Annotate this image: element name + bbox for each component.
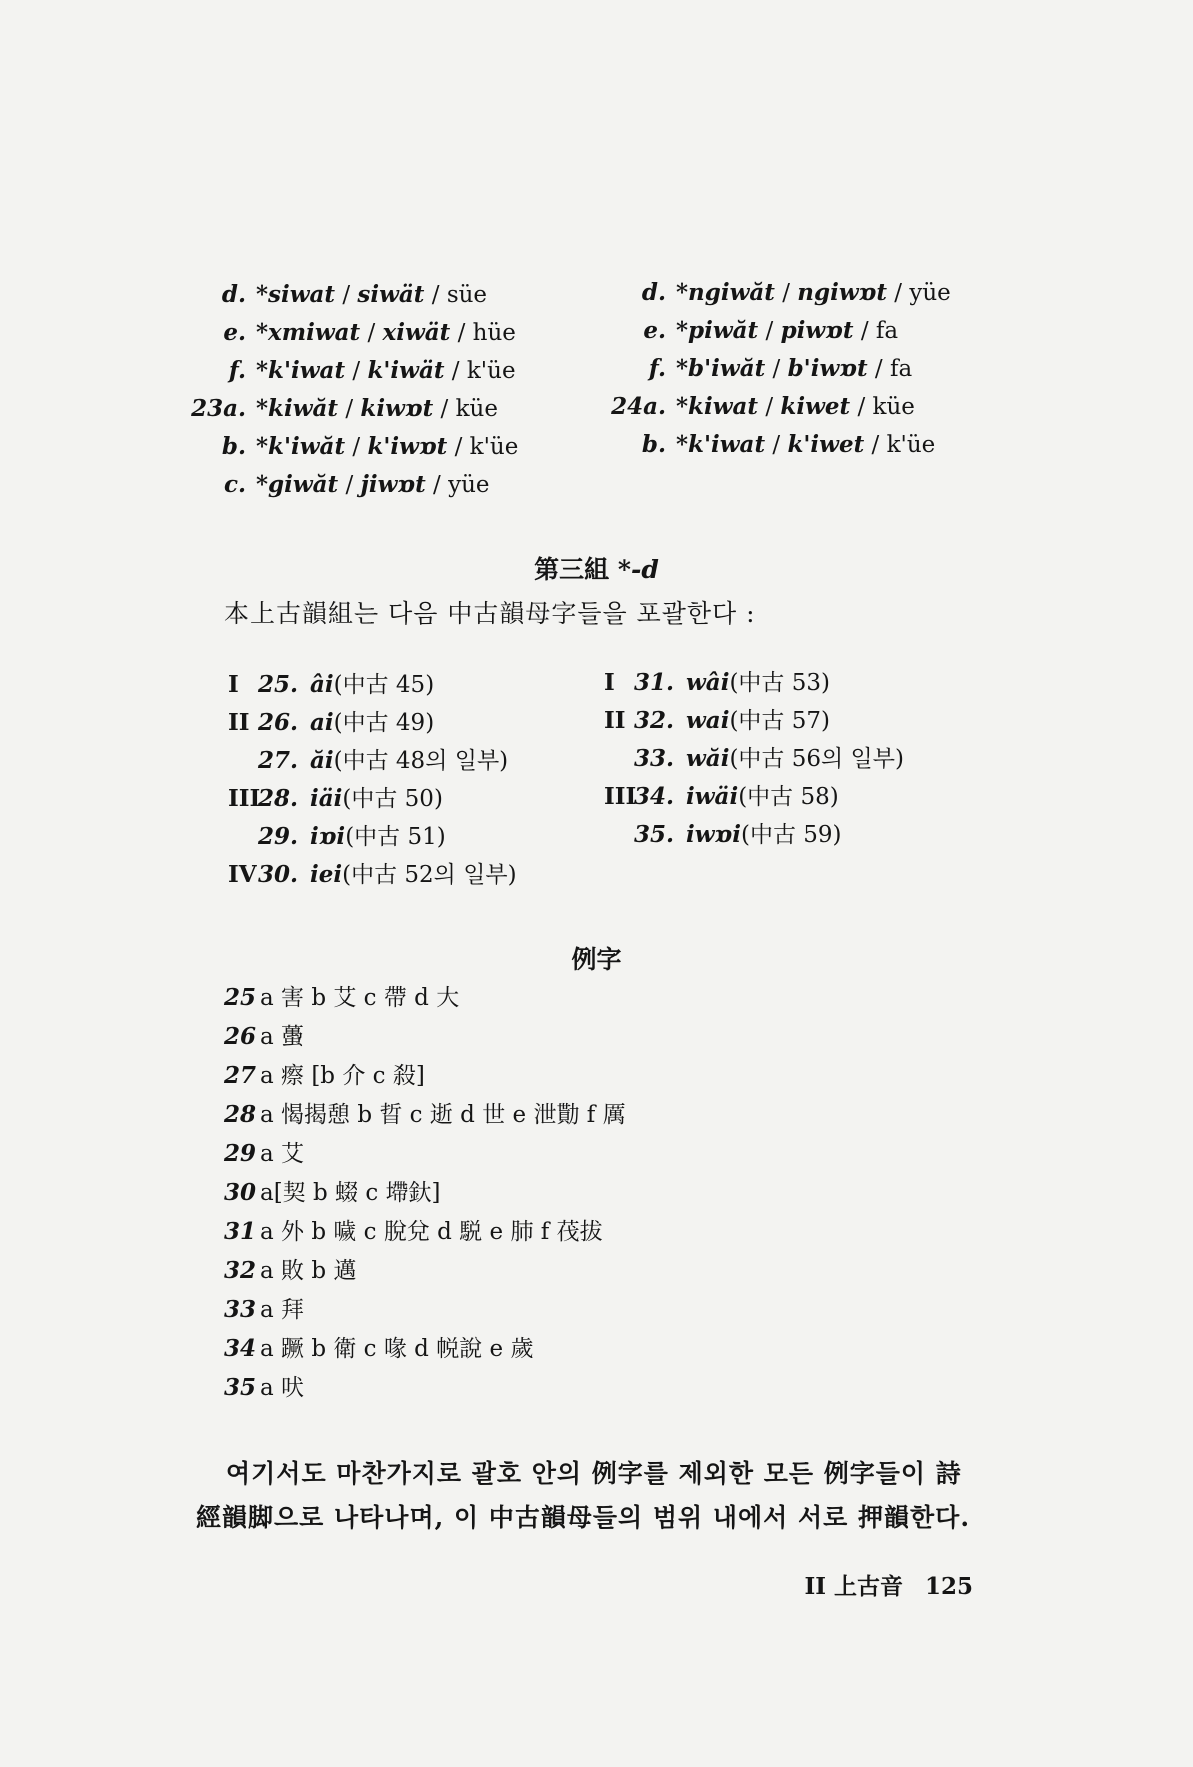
example-chars: a 愒揭憩 b 晢 c 逝 d 世 e 泄勩 f 厲	[260, 1102, 626, 1128]
class-number: 32.	[634, 707, 675, 734]
class-number: 34.	[634, 783, 675, 810]
ancient-form: k'iwet	[787, 431, 865, 458]
rhyme-class-row	[604, 706, 830, 736]
class-number: 27.	[258, 747, 299, 774]
archaic-form: *kiwat	[676, 393, 759, 420]
class-note: (中古 51)	[345, 824, 446, 850]
example-row	[224, 1178, 441, 1208]
example-number: 32	[224, 1257, 257, 1284]
division-numeral: III	[604, 783, 637, 810]
example-row	[224, 1061, 425, 1091]
reconstruction-row: e. *xmiwat / xiwät / hüe	[190, 318, 516, 348]
example-number: 28	[224, 1101, 257, 1128]
archaic-form: *giwăt	[256, 471, 339, 498]
ancient-form: k'iwät	[367, 357, 445, 384]
row-label: 24a.	[611, 393, 666, 420]
modern-reading: küe	[872, 394, 915, 420]
example-chars: a 敗 b 邁	[260, 1258, 357, 1284]
example-row	[224, 1373, 304, 1403]
class-number: 29.	[258, 823, 299, 850]
row-label: d.	[221, 281, 246, 308]
example-chars: a 吠	[260, 1375, 305, 1401]
example-chars: a[契 b 蝃 c 墆釱]	[260, 1180, 441, 1206]
modern-reading: yüe	[909, 280, 951, 306]
ancient-form: siwät	[357, 281, 425, 308]
class-note: (中古 57)	[729, 708, 830, 734]
running-head: II 上古音	[804, 1573, 903, 1600]
example-chars: a 外 b 噦 c 脫兌 d 駾 e 肺 f 茷拔	[260, 1219, 603, 1245]
ancient-form: b'iwɒt	[787, 355, 868, 382]
class-final: iei	[310, 861, 343, 888]
example-number: 27	[224, 1062, 257, 1089]
example-number: 31	[224, 1218, 257, 1245]
section-intro: 本上古韻組는 다음 中古韻母字들을 포괄한다 :	[224, 599, 756, 628]
example-chars: a 蠆	[260, 1024, 305, 1050]
reconstruction-row: f. *k'iwat / k'iwät / k'üe	[190, 356, 516, 386]
ancient-form: ngiwɒt	[797, 279, 887, 306]
ancient-form: jiwɒt	[360, 471, 426, 498]
example-row	[224, 1256, 356, 1286]
class-final: ăi	[310, 747, 334, 774]
class-note: (中古 49)	[333, 710, 435, 736]
row-label: f.	[648, 355, 666, 382]
class-final: wai	[686, 707, 730, 734]
example-chars: a 艾	[260, 1141, 305, 1167]
class-note: (中古 45)	[333, 672, 435, 698]
row-label: f.	[228, 357, 246, 384]
section-title	[0, 550, 1193, 586]
division-numeral: I	[604, 669, 615, 696]
class-note: (中古 50)	[342, 786, 443, 812]
reconstruction-row: b. *k'iwăt / k'iwɒt / k'üe	[190, 432, 518, 462]
rhyme-class-row	[228, 708, 434, 738]
modern-reading: fa	[889, 356, 913, 382]
row-label: e.	[223, 319, 246, 346]
reconstruction-row: b. *k'iwat / k'iwet / k'üe	[606, 430, 935, 460]
modern-reading: yüe	[448, 472, 490, 498]
closing-line-1: 여기서도 마찬가지로 괄호 안의 例字를 제외한 모든 例字들이 詩	[226, 1459, 962, 1488]
example-row	[224, 1217, 603, 1247]
class-number: 25.	[258, 671, 299, 698]
class-number: 30.	[258, 861, 299, 888]
reconstruction-row: d. *ngiwăt / ngiwɒt / yüe	[606, 278, 951, 308]
example-chars: a 蹶 b 衛 c 喙 d 帨說 e 歲	[260, 1336, 534, 1362]
class-final: iwɒi	[686, 821, 741, 848]
page-number: 125	[924, 1573, 973, 1600]
modern-reading: k'üe	[886, 432, 936, 458]
rhyme-class-row	[228, 860, 517, 890]
example-number: 26	[224, 1023, 257, 1050]
ancient-form: piwɒt	[780, 317, 854, 344]
class-note: (中古 53)	[729, 670, 830, 696]
reconstruction-row: c. *giwăt / jiwɒt / yüe	[190, 470, 490, 500]
division-numeral: III	[228, 785, 261, 812]
class-final: ai	[310, 709, 334, 736]
reconstruction-row: e. *piwăt / piwɒt / fa	[606, 316, 898, 346]
class-number: 35.	[634, 821, 675, 848]
archaic-form: *siwat	[256, 281, 336, 308]
archaic-form: *b'iwăt	[676, 355, 766, 382]
modern-reading: küe	[455, 396, 498, 422]
class-final: iäi	[310, 785, 343, 812]
class-number: 31.	[634, 669, 675, 696]
class-note: (中古 58)	[738, 784, 839, 810]
division-numeral: II	[228, 709, 250, 736]
division-numeral: II	[604, 707, 626, 734]
rhyme-class-row	[604, 782, 839, 812]
example-number: 30	[224, 1179, 257, 1206]
archaic-form: *k'iwăt	[256, 433, 346, 460]
modern-reading: k'üe	[466, 358, 516, 384]
division-numeral: I	[228, 671, 239, 698]
class-final: iwäi	[686, 783, 739, 810]
class-note: (中古 48의 일부)	[333, 748, 509, 774]
class-number: 33.	[634, 745, 675, 772]
archaic-form: *k'iwat	[256, 357, 346, 384]
modern-reading: süe	[446, 282, 488, 308]
division-numeral: IV	[228, 861, 257, 888]
ancient-form: kiwɒt	[360, 395, 434, 422]
example-chars: a 拜	[260, 1297, 305, 1323]
row-label: 23a.	[191, 395, 246, 422]
modern-reading: hüe	[472, 320, 516, 346]
class-number: 26.	[258, 709, 299, 736]
rhyme-class-row	[604, 668, 830, 698]
example-number: 34	[224, 1335, 257, 1362]
class-final: âi	[310, 671, 334, 698]
ancient-form: kiwet	[780, 393, 851, 420]
archaic-form: *kiwăt	[256, 395, 339, 422]
example-row	[224, 1334, 533, 1364]
section-title-suffix: *-d	[617, 555, 659, 584]
example-row	[224, 983, 459, 1013]
ancient-form: xiwät	[382, 319, 451, 346]
archaic-form: *xmiwat	[256, 319, 361, 346]
modern-reading: k'üe	[469, 434, 519, 460]
rhyme-class-row	[228, 784, 443, 814]
class-final: wăi	[686, 745, 730, 772]
row-label: b.	[221, 433, 246, 460]
reconstruction-row: d. *siwat / siwät / süe	[190, 280, 487, 310]
rhyme-class-row	[604, 820, 842, 850]
class-final: wâi	[686, 669, 730, 696]
row-label: d.	[641, 279, 666, 306]
rhyme-class-row	[604, 744, 904, 774]
example-number: 29	[224, 1140, 257, 1167]
class-note: (中古 52의 일부)	[342, 862, 517, 888]
row-label: b.	[641, 431, 666, 458]
page-footer	[804, 1568, 973, 1601]
example-chars: a 瘵 [b 介 c 殺]	[260, 1063, 425, 1089]
row-label: c.	[223, 471, 246, 498]
reconstruction-row: 23a. *kiwăt / kiwɒt / küe	[191, 395, 498, 422]
class-number: 28.	[258, 785, 299, 812]
reconstruction-row: 24a. *kiwat / kiwet / küe	[606, 392, 915, 422]
section-title-text: 第三組	[534, 555, 610, 584]
row-label: e.	[643, 317, 666, 344]
class-note: (中古 56의 일부)	[729, 746, 904, 772]
rhyme-class-row	[228, 746, 508, 776]
example-row	[224, 1139, 304, 1169]
examples-heading: 例字	[571, 945, 622, 974]
ancient-form: k'iwɒt	[367, 433, 448, 460]
example-row	[224, 1295, 304, 1325]
example-row	[224, 1022, 304, 1052]
example-number: 25	[224, 984, 257, 1011]
example-number: 33	[224, 1296, 257, 1323]
rhyme-class-row	[228, 670, 434, 700]
rhyme-class-row	[228, 822, 446, 852]
archaic-form: *piwăt	[676, 317, 759, 344]
class-note: (中古 59)	[740, 822, 842, 848]
archaic-form: *k'iwat	[676, 431, 766, 458]
example-row	[224, 1100, 626, 1130]
closing-line-2: 經韻脚으로 나타나며, 이 中古韻母들의 범위 내에서 서로 押韻한다.	[196, 1503, 971, 1532]
reconstruction-row: f. *b'iwăt / b'iwɒt / fa	[606, 354, 912, 384]
example-chars: a 害 b 艾 c 帶 d 大	[260, 985, 460, 1011]
example-number: 35	[224, 1374, 257, 1401]
class-final: iɒi	[310, 823, 346, 850]
modern-reading: fa	[875, 318, 899, 344]
archaic-form: *ngiwăt	[676, 279, 775, 306]
